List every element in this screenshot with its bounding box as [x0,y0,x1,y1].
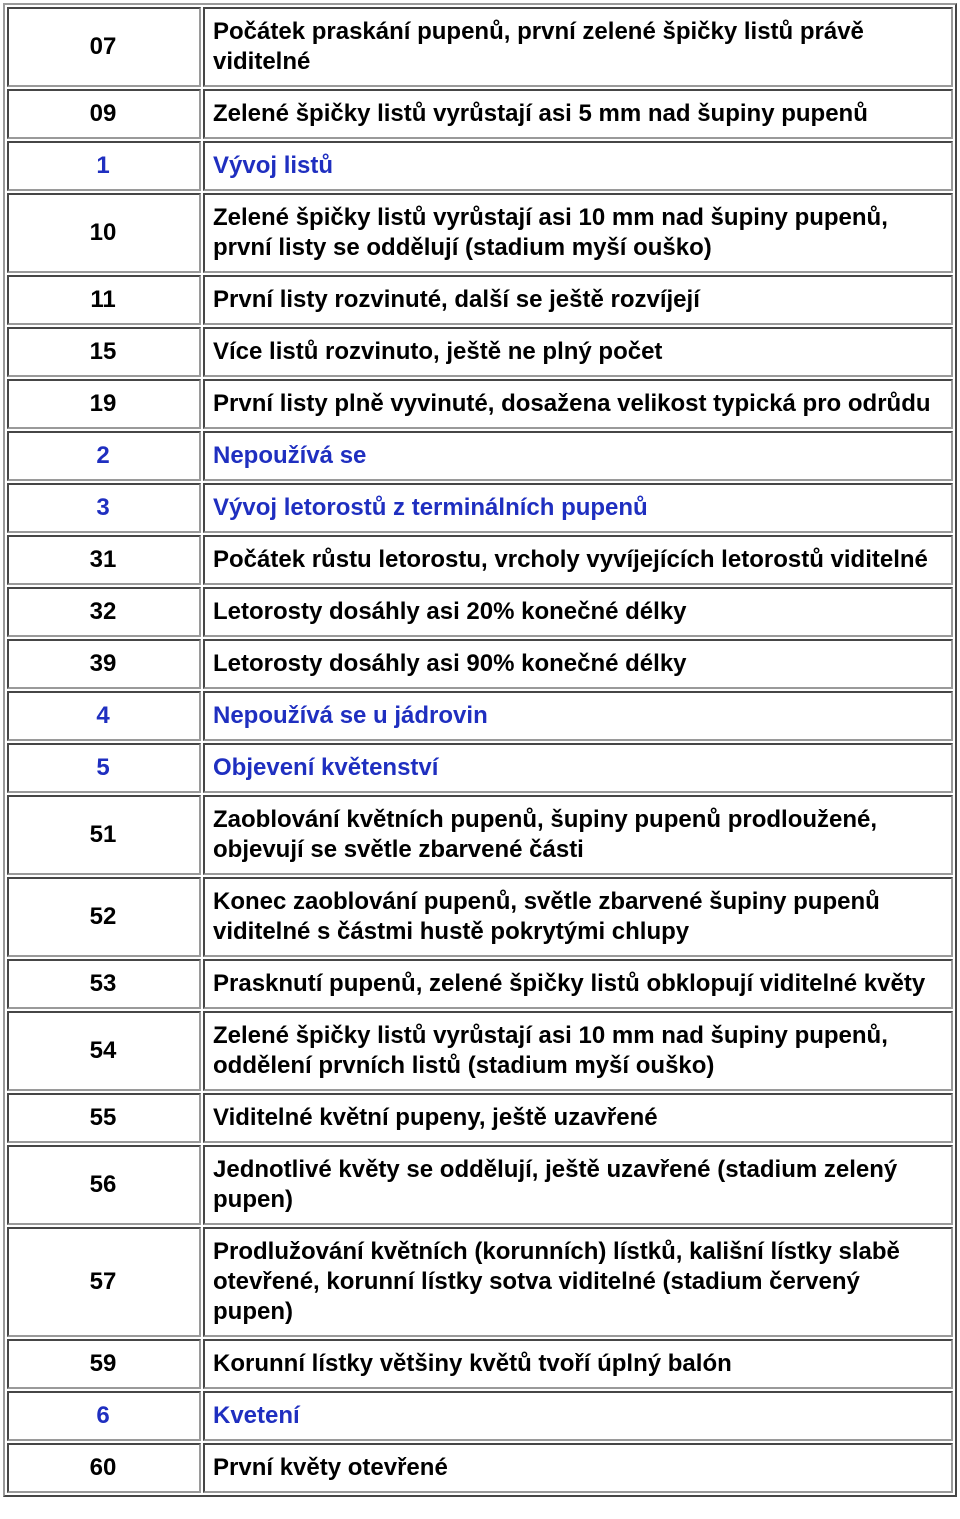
table-row [7,193,953,273]
stage-description: Vývoj listů [203,141,953,191]
stage-description: Kvetení [203,1391,953,1441]
stage-code: 53 [7,959,201,1009]
stage-code: 4 [7,691,201,741]
stage-description: Objevení květenství [203,743,953,793]
stage-code: 07 [7,7,201,87]
stage-code: 60 [7,1443,201,1493]
table-row [7,1093,953,1143]
stage-description: Počátek růstu letorostu, vrcholy vyvíjejících letorostů viditelné [203,535,953,585]
stage-description: Nepoužívá se [203,431,953,481]
stage-code: 32 [7,587,201,637]
stage-description: Prodlužování květních (korunních) lístků, kališní lístky slabě otevřené, korunní lístky sotva viditelné (stadium červený pupen) [203,1227,953,1337]
stage-code: 11 [7,275,201,325]
table-row [7,535,953,585]
stage-description: Nepoužívá se u jádrovin [203,691,953,741]
table-row [7,89,953,139]
stage-code: 19 [7,379,201,429]
stage-code: 54 [7,1011,201,1091]
stage-description: Zelené špičky listů vyrůstají asi 5 mm nad šupiny pupenů [203,89,953,139]
principal-stage-row [7,743,953,793]
growth-stage-table [3,3,957,1497]
stage-code: 15 [7,327,201,377]
stage-code: 6 [7,1391,201,1441]
table-row [7,379,953,429]
stage-description: Prasknutí pupenů, zelené špičky listů obklopují viditelné květy [203,959,953,1009]
stage-description: První listy rozvinuté, další se ještě rozvíjejí [203,275,953,325]
stage-code: 51 [7,795,201,875]
principal-stage-row [7,141,953,191]
stage-code: 2 [7,431,201,481]
table-row [7,877,953,957]
table-row [7,1145,953,1225]
stage-description: Viditelné květní pupeny, ještě uzavřené [203,1093,953,1143]
stage-description: První listy plně vyvinuté, dosažena velikost typická pro odrůdu [203,379,953,429]
stage-code: 10 [7,193,201,273]
table-row [7,1443,953,1493]
table-row [7,959,953,1009]
principal-stage-row [7,431,953,481]
table-row [7,587,953,637]
stage-description: Více listů rozvinuto, ještě ne plný počet [203,327,953,377]
table-row [7,7,953,87]
stage-code: 52 [7,877,201,957]
table-row [7,795,953,875]
stage-description: Zelené špičky listů vyrůstají asi 10 mm nad šupiny pupenů, první listy se oddělují (stadium myší ouško) [203,193,953,273]
table-row [7,275,953,325]
stage-code: 56 [7,1145,201,1225]
stage-code: 5 [7,743,201,793]
stage-description: Konec zaoblování pupenů, světle zbarvené šupiny pupenů viditelné s částmi hustě pokrytými chlupy [203,877,953,957]
stage-code: 55 [7,1093,201,1143]
stage-description: Zaoblování květních pupenů, šupiny pupenů prodloužené, objevují se světle zbarvené části [203,795,953,875]
stage-code: 1 [7,141,201,191]
stage-description: Letorosty dosáhly asi 20% konečné délky [203,587,953,637]
stage-description: Korunní lístky většiny květů tvoří úplný balón [203,1339,953,1389]
stage-code: 3 [7,483,201,533]
stage-code: 09 [7,89,201,139]
principal-stage-row [7,1391,953,1441]
stage-code: 39 [7,639,201,689]
stage-description: Počátek praskání pupenů, první zelené špičky listů právě viditelné [203,7,953,87]
stage-description: První květy otevřené [203,1443,953,1493]
growth-stage-table-body [7,7,953,1493]
table-row [7,1227,953,1337]
table-row [7,327,953,377]
stage-description: Zelené špičky listů vyrůstají asi 10 mm nad šupiny pupenů, oddělení prvních listů (stadium myší ouško) [203,1011,953,1091]
stage-description: Jednotlivé květy se oddělují, ještě uzavřené (stadium zelený pupen) [203,1145,953,1225]
principal-stage-row [7,483,953,533]
table-row [7,1339,953,1389]
stage-code: 59 [7,1339,201,1389]
principal-stage-row [7,691,953,741]
table-row [7,1011,953,1091]
table-row [7,639,953,689]
stage-code: 31 [7,535,201,585]
stage-description: Vývoj letorostů z terminálních pupenů [203,483,953,533]
stage-code: 57 [7,1227,201,1337]
stage-description: Letorosty dosáhly asi 90% konečné délky [203,639,953,689]
